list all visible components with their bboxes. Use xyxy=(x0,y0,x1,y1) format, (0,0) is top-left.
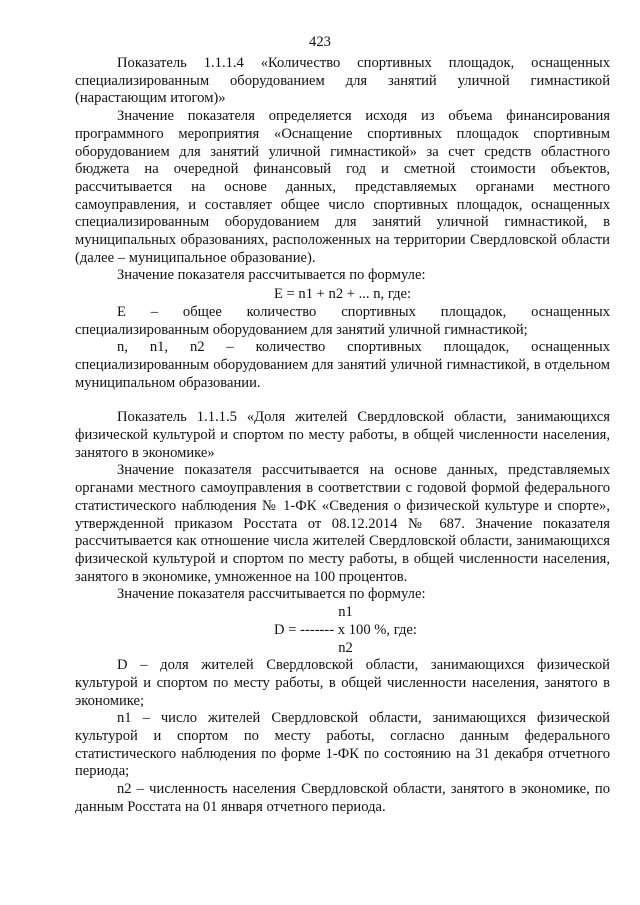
definition-n: n, n1, n2 – количество спортивных площадок, оснащенных специализированным оборудованием для занятий уличной гимнастикой, в отдельном муниципальном образовании. xyxy=(75,339,610,391)
formula-d: D = ------- x 100 %, где: xyxy=(274,621,417,638)
page-number: 423 xyxy=(309,34,331,50)
page-content xyxy=(75,55,610,817)
formula-d-denominator: n2 xyxy=(338,639,353,656)
section-spacer xyxy=(75,392,610,409)
definition-e: E – общее количество спортивных площадок, оснащенных специализированным оборудованием для занятий уличной гимнастикой; xyxy=(75,303,610,338)
indicator-1115-title: Показатель 1.1.1.5 «Доля жителей Свердловской области, занимающихся физической культурой и спортом по месту работы, в общей численности населения, занятого в экономике» xyxy=(75,409,610,461)
indicator-1115-description: Значение показателя рассчитывается на основе данных, представляемых органами местного самоуправления в соответствии с годовой формой федерального статистического наблюдения № 1-ФК «Сведения о физической культуре и спорте», утвержденной приказом Росстата от 08.12.2014 № 687. Значение показателя рассчитывается как отношение числа жителей Свердловской области, занимающихся физической культурой и спортом по месту работы, в общей численности населения, занятого в экономике, умноженное на 100 процентов. xyxy=(75,462,610,585)
indicator-1114-description: Значение показателя определяется исходя из объема финансирования программного мероприятия «Оснащение спортивных площадок спортивным оборудованием для занятий уличной гимнастикой» за счет средств областного бюджета на очередной финансовый год и сметной стоимости объектов, рассчитывается на основе данных, представляемых органами местного самоуправления, и составляет общее число спортивных площадок, оснащенных специализированным оборудованием для занятий уличной гимнастикой, в муниципальных образованиях, расположенных на территории Свердловской области (далее – муниципальное образование). xyxy=(75,108,610,266)
indicator-1115-formula-intro: Значение показателя рассчитывается по формуле: xyxy=(117,586,426,603)
indicator-1114-formula-intro: Значение показателя рассчитывается по формуле: xyxy=(117,267,426,284)
formula-d-numerator: n1 xyxy=(338,604,353,621)
indicator-1114-title: Показатель 1.1.1.4 «Количество спортивных площадок, оснащенных специализированным оборудованием для занятий уличной гимнастикой (нарастающим итогом)» xyxy=(75,55,610,107)
definition-d: D – доля жителей Свердловской области, занимающихся физической культурой и спортом по месту работы, в общей численности населения, занятого в экономике; xyxy=(75,657,610,709)
definition-n2: n2 – численность населения Свердловской области, занятого в экономике, по данным Росстата на 01 января отчетного периода. xyxy=(75,781,610,815)
definition-n1: n1 – число жителей Свердловской области, занимающихся физической культурой и спортом по месту работы, согласно данным федерального статистического наблюдения по форме 1-ФК по состоянию на 31 декабря отчетного периода; xyxy=(75,710,610,780)
formula-e: E = n1 + n2 + ... n, где: xyxy=(273,286,412,303)
